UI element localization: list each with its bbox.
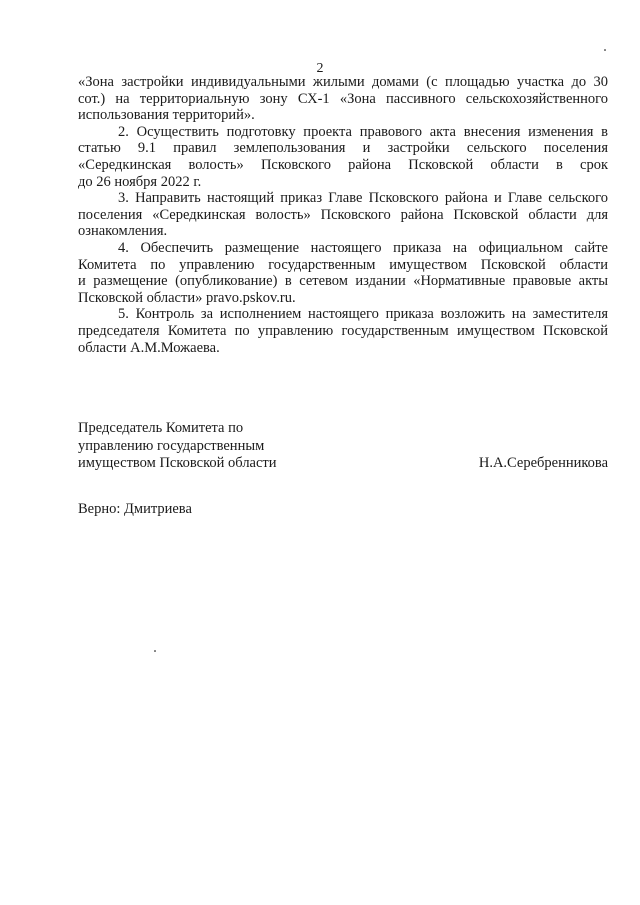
text-line: Комитета по управлению государственным имуществом Псковской области [78, 256, 608, 273]
text-line: председателя Комитета по управлению государственным имуществом Псковской [78, 322, 608, 339]
text-line: «Зона застройки индивидуальными жилыми домами (с площадью участка до 30 [78, 74, 608, 90]
paragraph-item-5 [78, 306, 608, 356]
text-line: использования территорий». [78, 107, 255, 124]
paragraph-continuation [78, 74, 608, 124]
signatory-title-line: имуществом Псковской области [78, 455, 277, 471]
text-line: 3. Направить настоящий приказ Главе Псковского района и Главе сельского [118, 190, 608, 207]
text-line: области А.М.Можаева. [78, 339, 220, 356]
text-line: сот.) на территориальную зону СХ-1 «Зона пассивного сельскохозяйственного [78, 90, 608, 107]
text-line: и размещение (опубликование) в сетевом издании «Нормативные правовые акты [78, 273, 608, 290]
text-line: «Середкинская волость» Псковского района Псковской области в срок [78, 156, 608, 173]
scan-speck [154, 650, 156, 652]
text-line: 4. Обеспечить размещение настоящего приказа на официальном сайте [118, 239, 608, 256]
verified-note: Верно: Дмитриева [78, 501, 192, 517]
text-line: 2. Осуществить подготовку проекта правового акта внесения изменения в [118, 123, 608, 140]
text-line: 5. Контроль за исполнением настоящего приказа возложить на заместителя [118, 306, 608, 323]
page-number: 2 [316, 61, 324, 76]
signatory-name: Н.А.Серебренникова [478, 455, 608, 471]
signatory-title-line: управлению государственным [78, 437, 265, 454]
paragraph-item-2 [78, 124, 608, 190]
text-line: ознакомления. [78, 223, 168, 240]
scan-speck [604, 49, 606, 51]
text-line: статью 9.1 правил землепользования и застройки сельского поселения [78, 140, 608, 157]
text-line: до 26 ноября 2022 г. [78, 173, 202, 190]
paragraph-item-4 [78, 240, 608, 306]
text-line: Псковской области» pravo.pskov.ru. [78, 289, 296, 306]
signatory-title-line: Председатель Комитета по [78, 420, 244, 436]
text-line: поселения «Середкинская волость» Псковского района Псковской области для [78, 206, 608, 223]
paragraph-item-3 [78, 190, 608, 240]
order-body [78, 74, 608, 356]
signature-block [78, 420, 608, 473]
